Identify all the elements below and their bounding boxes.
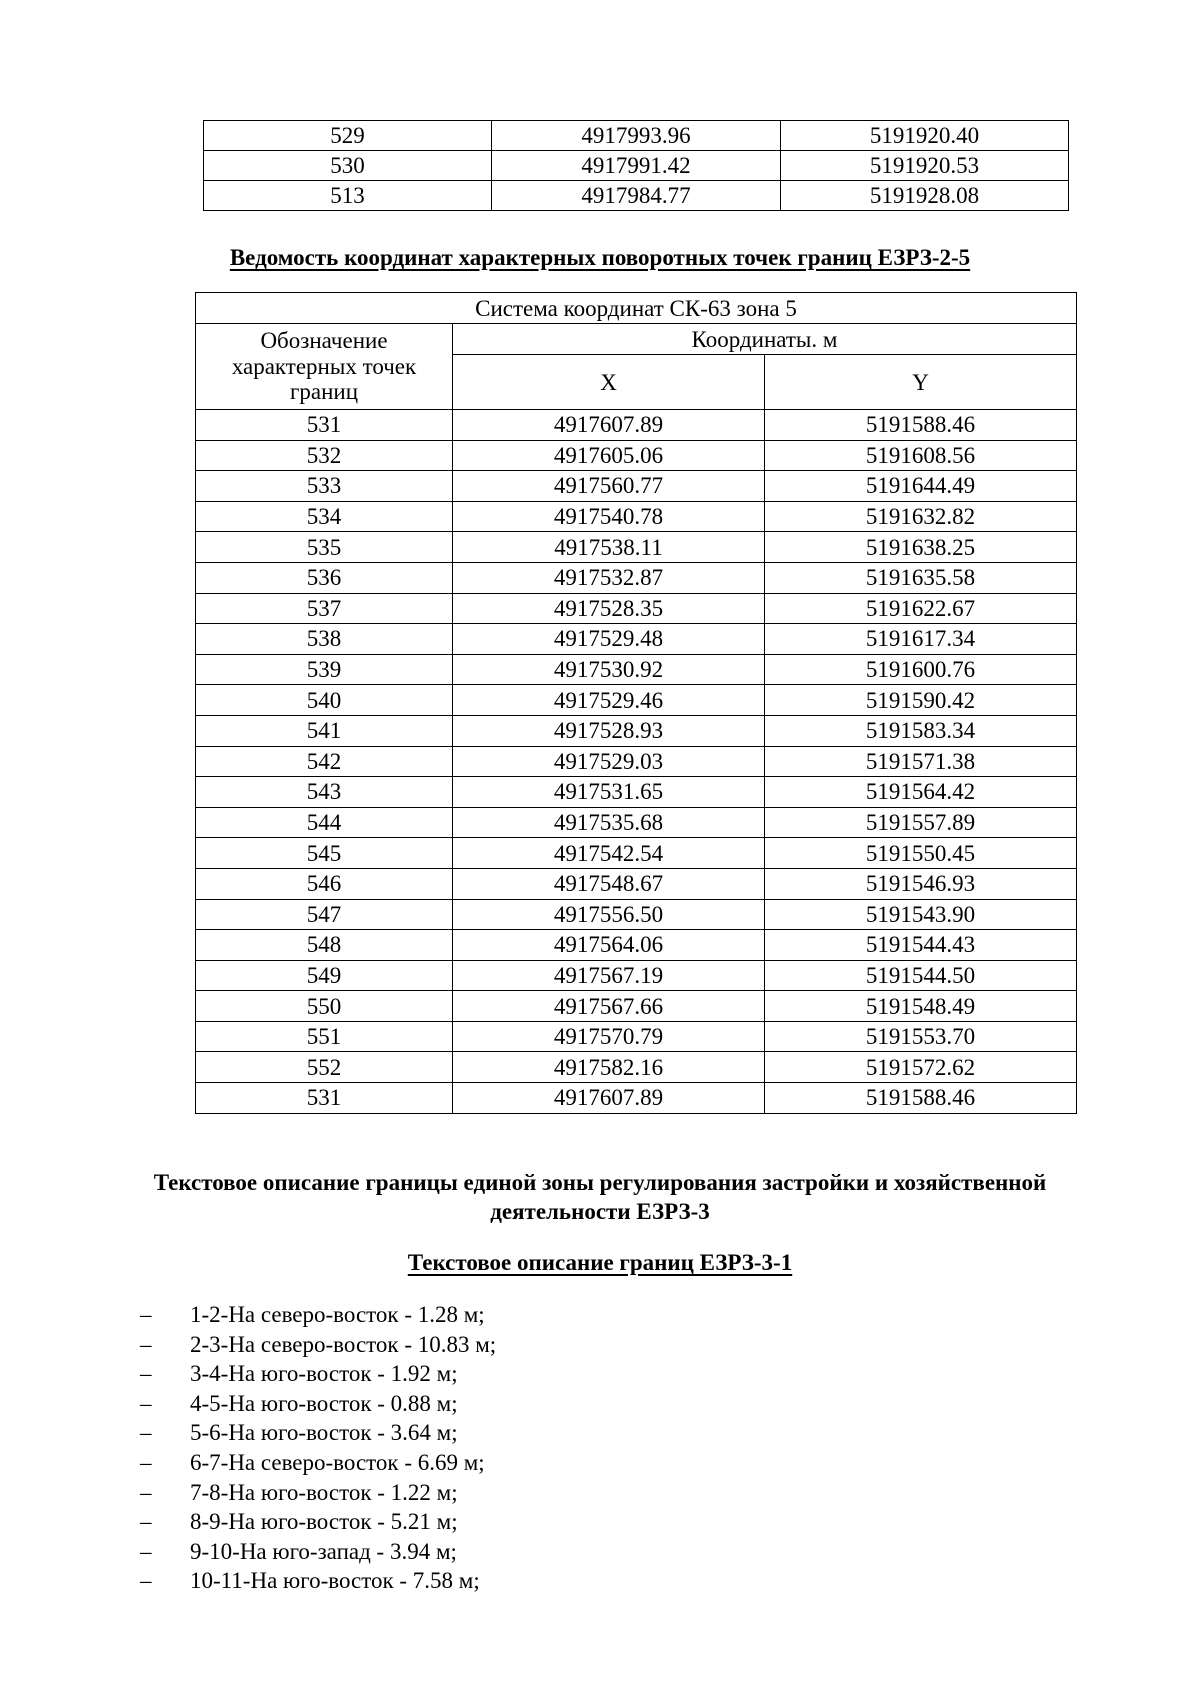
x-coordinate-cell: 4917540.78	[453, 501, 765, 532]
table-row	[196, 501, 1077, 532]
x-coordinate-cell: 4917535.68	[453, 807, 765, 838]
table-row	[196, 1021, 1077, 1052]
x-coordinate-cell: 4917567.19	[453, 960, 765, 991]
section2-subtitle	[0, 1248, 1200, 1277]
x-coordinate-cell: 4917528.35	[453, 593, 765, 624]
list-item-text: 10-11-На юго-восток - 7.58 м;	[190, 1568, 480, 1594]
dash-bullet: –	[140, 1449, 152, 1475]
dash-bullet: –	[140, 1509, 152, 1535]
list-item-text: 5-6-На юго-восток - 3.64 м;	[190, 1420, 458, 1446]
coordinate-system-cell: Система координат СК-63 зона 5	[196, 293, 1077, 324]
point-number-cell: 546	[196, 868, 453, 899]
point-number-cell: 513	[204, 181, 492, 211]
y-coordinate-cell: 5191588.46	[765, 410, 1077, 441]
y-coordinate-cell: 5191920.53	[781, 151, 1069, 181]
x-coordinate-cell: 4917570.79	[453, 1021, 765, 1052]
point-number-cell: 552	[196, 1052, 453, 1083]
table-row	[196, 471, 1077, 502]
y-coordinate-cell: 5191600.76	[765, 654, 1077, 685]
table-row	[196, 532, 1077, 563]
top-table-row	[204, 151, 1069, 181]
y-coordinate-cell: 5191571.38	[765, 746, 1077, 777]
x-coordinate-cell: 4917607.89	[453, 1083, 765, 1114]
x-coordinate-cell: 4917984.77	[492, 181, 781, 211]
y-coordinate-cell: 5191608.56	[765, 440, 1077, 471]
y-coordinate-cell: 5191546.93	[765, 868, 1077, 899]
point-number-cell: 538	[196, 624, 453, 655]
point-number-cell: 551	[196, 1021, 453, 1052]
list-item	[140, 1418, 496, 1448]
coordinates-table	[195, 292, 1077, 1114]
table-row	[196, 991, 1077, 1022]
x-coordinate-cell: 4917529.46	[453, 685, 765, 716]
point-number-cell: 532	[196, 440, 453, 471]
point-number-cell: 531	[196, 410, 453, 441]
table-row	[196, 562, 1077, 593]
x-coordinate-cell: 4917605.06	[453, 440, 765, 471]
x-coordinate-cell: 4917531.65	[453, 777, 765, 808]
x-coordinate-cell: 4917529.48	[453, 624, 765, 655]
list-item-text: 3-4-На юго-восток - 1.92 м;	[190, 1361, 458, 1387]
point-number-cell: 550	[196, 991, 453, 1022]
y-coordinate-cell: 5191588.46	[765, 1083, 1077, 1114]
y-coordinate-cell: 5191550.45	[765, 838, 1077, 869]
x-coordinate-cell: 4917607.89	[453, 410, 765, 441]
y-coordinate-cell: 5191544.43	[765, 930, 1077, 961]
x-coordinate-cell: 4917532.87	[453, 562, 765, 593]
dash-bullet: –	[140, 1331, 152, 1357]
table-row	[196, 1052, 1077, 1083]
point-number-cell: 533	[196, 471, 453, 502]
coordinates-header: Координаты. м	[453, 324, 1077, 355]
table-row	[196, 807, 1077, 838]
list-item-text: 1-2-На северо-восток - 1.28 м;	[190, 1302, 485, 1327]
list-item-text: 7-8-На юго-восток - 1.22 м;	[190, 1479, 458, 1505]
list-item	[140, 1478, 496, 1508]
y-coordinate-cell: 5191572.62	[765, 1052, 1077, 1083]
list-item	[140, 1389, 496, 1419]
point-number-cell: 534	[196, 501, 453, 532]
y-coordinate-cell: 5191920.40	[781, 121, 1069, 151]
x-coordinate-cell: 4917567.66	[453, 991, 765, 1022]
section2-title-line2: деятельности ЕЗРЗ-3	[490, 1199, 710, 1224]
x-coordinate-cell: 4917529.03	[453, 746, 765, 777]
table-row	[196, 777, 1077, 808]
list-item-text: 4-5-На юго-восток - 0.88 м;	[190, 1390, 458, 1416]
point-number-cell: 548	[196, 930, 453, 961]
y-coordinate-cell: 5191644.49	[765, 471, 1077, 502]
y-coordinate-cell: 5191638.25	[765, 532, 1077, 563]
list-item	[140, 1507, 496, 1537]
x-coordinate-cell: 4917542.54	[453, 838, 765, 869]
point-number-cell: 545	[196, 838, 453, 869]
y-coordinate-cell: 5191553.70	[765, 1021, 1077, 1052]
dash-bullet: –	[140, 1538, 152, 1564]
x-coordinate-cell: 4917556.50	[453, 899, 765, 930]
list-item	[140, 1359, 496, 1389]
table-row	[196, 715, 1077, 746]
top-table-body	[204, 121, 1069, 211]
y-coordinate-cell: 5191544.50	[765, 960, 1077, 991]
dash-bullet: –	[140, 1361, 152, 1387]
y-coordinate-cell: 5191635.58	[765, 562, 1077, 593]
section1-title-text: Ведомость координат характерных поворотных точек границ ЕЗРЗ-2-5	[229, 245, 971, 270]
table-row	[196, 899, 1077, 930]
y-coordinate-cell: 5191928.08	[781, 181, 1069, 211]
x-coordinate-cell: 4917528.93	[453, 715, 765, 746]
dash-bullet: –	[140, 1420, 152, 1446]
x-coordinate-cell: 4917991.42	[492, 151, 781, 181]
x-coordinate-cell: 4917993.96	[492, 121, 781, 151]
section1-title	[0, 243, 1200, 272]
y-header: Y	[765, 355, 1077, 410]
point-number-cell: 543	[196, 777, 453, 808]
x-coordinate-cell: 4917582.16	[453, 1052, 765, 1083]
table-row	[196, 440, 1077, 471]
y-coordinate-cell: 5191632.82	[765, 501, 1077, 532]
point-number-cell: 531	[196, 1083, 453, 1114]
dash-bullet: –	[140, 1390, 152, 1416]
table-row	[196, 960, 1077, 991]
dash-bullet: –	[140, 1568, 152, 1594]
point-number-cell: 539	[196, 654, 453, 685]
coordinates-table-body	[196, 410, 1077, 1114]
list-item-text: 2-3-На северо-восток - 10.83 м;	[190, 1331, 497, 1357]
table-row	[196, 593, 1077, 624]
table-row	[196, 624, 1077, 655]
table-row	[196, 868, 1077, 899]
table-row	[196, 685, 1077, 716]
table-row	[196, 410, 1077, 441]
y-coordinate-cell: 5191583.34	[765, 715, 1077, 746]
x-header: X	[453, 355, 765, 410]
list-item	[140, 1566, 496, 1596]
list-item-text: 9-10-На юго-запад - 3.94 м;	[190, 1538, 457, 1564]
point-number-cell: 535	[196, 532, 453, 563]
point-number-cell: 542	[196, 746, 453, 777]
top-table-row	[204, 181, 1069, 211]
x-coordinate-cell: 4917564.06	[453, 930, 765, 961]
dash-bullet: –	[140, 1479, 152, 1505]
list-item	[140, 1537, 496, 1567]
point-label-header: Обозначение характерных точек границ	[196, 324, 453, 410]
y-coordinate-cell: 5191622.67	[765, 593, 1077, 624]
top-coordinates-table	[203, 120, 1069, 211]
y-coordinate-cell: 5191557.89	[765, 807, 1077, 838]
point-number-cell: 547	[196, 899, 453, 930]
section2-subtitle-text: Текстовое описание границ ЕЗРЗ-3-1	[407, 1250, 793, 1275]
section2-title-line1: Текстовое описание границы единой зоны регулирования застройки и хозяйственной	[153, 1170, 1047, 1195]
table-row	[196, 838, 1077, 869]
point-number-cell: 536	[196, 562, 453, 593]
x-coordinate-cell: 4917548.67	[453, 868, 765, 899]
list-item-text: 8-9-На юго-восток - 5.21 м;	[190, 1509, 458, 1535]
table-row	[196, 930, 1077, 961]
list-item	[140, 1300, 496, 1330]
dash-bullet: –	[140, 1302, 152, 1327]
y-coordinate-cell: 5191548.49	[765, 991, 1077, 1022]
list-item-text: 6-7-На северо-восток - 6.69 м;	[190, 1449, 485, 1475]
top-table-row	[204, 121, 1069, 151]
table-row	[196, 746, 1077, 777]
point-number-cell: 540	[196, 685, 453, 716]
coordinates-table-header	[196, 293, 1077, 410]
y-coordinate-cell: 5191590.42	[765, 685, 1077, 716]
point-number-cell: 529	[204, 121, 492, 151]
y-coordinate-cell: 5191617.34	[765, 624, 1077, 655]
x-coordinate-cell: 4917560.77	[453, 471, 765, 502]
y-coordinate-cell: 5191564.42	[765, 777, 1077, 808]
point-number-cell: 541	[196, 715, 453, 746]
point-number-cell: 544	[196, 807, 453, 838]
list-item	[140, 1330, 496, 1360]
x-coordinate-cell: 4917538.11	[453, 532, 765, 563]
table-row	[196, 1083, 1077, 1114]
table-row	[196, 654, 1077, 685]
point-number-cell: 549	[196, 960, 453, 991]
point-number-cell: 530	[204, 151, 492, 181]
boundary-description-list	[140, 1300, 496, 1596]
point-number-cell: 537	[196, 593, 453, 624]
x-coordinate-cell: 4917530.92	[453, 654, 765, 685]
y-coordinate-cell: 5191543.90	[765, 899, 1077, 930]
list-item	[140, 1448, 496, 1478]
